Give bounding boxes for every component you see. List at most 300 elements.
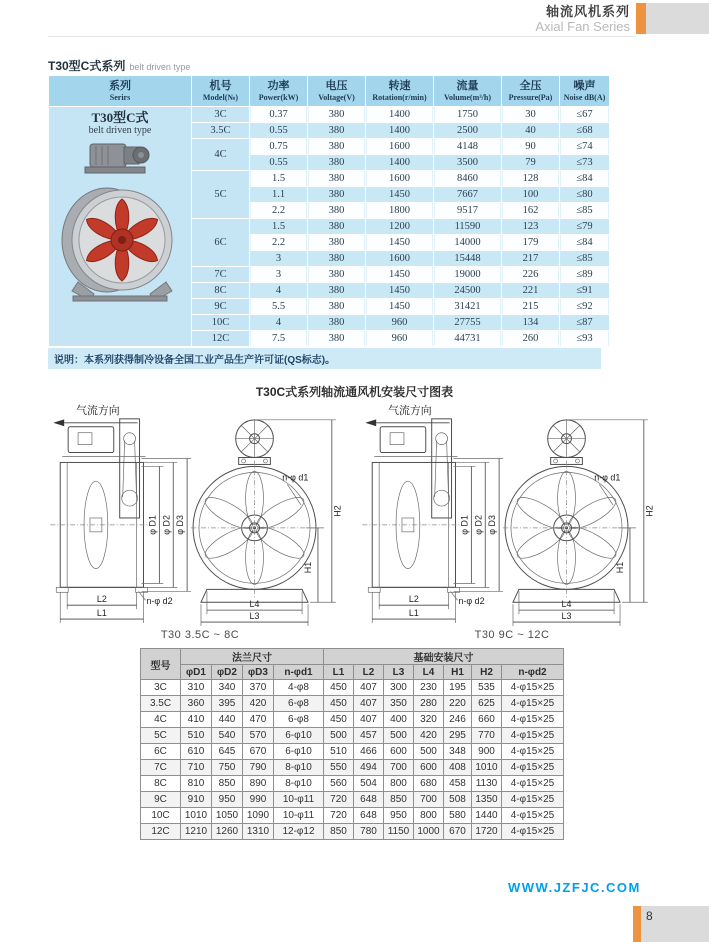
dim-value-cell: 680 xyxy=(414,776,444,792)
dim-label-d1: φ D1 xyxy=(147,515,158,535)
dim-label-h2: H2 xyxy=(332,505,343,517)
spec-value-cell: 162 xyxy=(502,203,559,218)
diagram-caption: T30 9C ~ 12C xyxy=(474,629,550,641)
dim-value-cell: 6-φ10 xyxy=(274,728,324,744)
spec-value-cell: ≤92 xyxy=(560,299,609,314)
dim-value-cell: 600 xyxy=(414,760,444,776)
dim-value-cell: 625 xyxy=(472,696,502,712)
dim-value-cell: 10-φ11 xyxy=(274,792,324,808)
dim-value-cell: 500 xyxy=(414,744,444,760)
page-header xyxy=(535,4,630,34)
spec-value-cell: 380 xyxy=(308,299,365,314)
dim-value-cell: 6-φ8 xyxy=(274,712,324,728)
installation-diagrams xyxy=(46,401,668,641)
spec-header-row xyxy=(49,76,609,106)
spec-value-cell: 380 xyxy=(308,251,365,266)
dim-row xyxy=(141,712,564,728)
dim-label-l1: L1 xyxy=(408,608,419,619)
dim-value-cell: 246 xyxy=(444,712,472,728)
website-link[interactable]: WWW.JZFJC.COM xyxy=(508,880,641,895)
dim-value-cell: 310 xyxy=(181,680,212,696)
spec-value-cell: 380 xyxy=(308,107,365,122)
dim-value-cell: 648 xyxy=(354,792,384,808)
dimension-table xyxy=(140,648,564,840)
dim-value-cell: 700 xyxy=(384,760,414,776)
spec-value-cell: 100 xyxy=(502,187,559,202)
dim-value-cell: 8-φ10 xyxy=(274,760,324,776)
dim-row xyxy=(141,728,564,744)
spec-value-cell: 44731 xyxy=(434,331,501,346)
dim-label-l2: L2 xyxy=(96,594,107,605)
dim-value-cell: 407 xyxy=(354,680,384,696)
col-header-rotation: 转速 Rotation(r/min) xyxy=(366,76,433,106)
dim-value-cell: 280 xyxy=(414,696,444,712)
dim-value-cell: 6C xyxy=(141,744,181,760)
dim-label-d2: φ D2 xyxy=(473,515,484,535)
spec-model-cell: 3.5C xyxy=(192,123,249,138)
spec-value-cell: 217 xyxy=(502,251,559,266)
spec-table-title xyxy=(48,58,601,75)
spec-value-cell: 1450 xyxy=(366,235,433,250)
product-series-sublabel: belt driven type xyxy=(88,125,152,136)
dim-value-cell: 800 xyxy=(414,808,444,824)
spec-table-title-cn: T30型C式系列 xyxy=(48,59,126,73)
spec-value-cell: 380 xyxy=(308,219,365,234)
col-header-volume: 流量 Volume(m³/h) xyxy=(434,76,501,106)
dim-col-d2: φD2 xyxy=(212,665,243,680)
dim-col-h1: H1 xyxy=(444,665,472,680)
dim-value-cell: 510 xyxy=(324,744,354,760)
spec-value-cell: 11590 xyxy=(434,219,501,234)
spec-value-cell: 380 xyxy=(308,171,365,186)
dim-value-cell: 4C xyxy=(141,712,181,728)
spec-value-cell: ≤93 xyxy=(560,331,609,346)
dim-value-cell: 8-φ10 xyxy=(274,776,324,792)
spec-value-cell: 0.75 xyxy=(250,139,307,154)
dim-value-cell: 850 xyxy=(384,792,414,808)
dim-value-cell: 407 xyxy=(354,696,384,712)
dim-value-cell: 500 xyxy=(324,728,354,744)
spec-value-cell: 179 xyxy=(502,235,559,250)
spec-value-cell: 1750 xyxy=(434,107,501,122)
spec-value-cell: ≤74 xyxy=(560,139,609,154)
spec-value-cell: 134 xyxy=(502,315,559,330)
spec-value-cell: 7.5 xyxy=(250,331,307,346)
dim-value-cell: 580 xyxy=(444,808,472,824)
col-header-noise: 噪声 Noise dB(A) xyxy=(560,76,609,106)
dim-value-cell: 348 xyxy=(444,744,472,760)
spec-value-cell: 1600 xyxy=(366,171,433,186)
spec-value-cell: ≤80 xyxy=(560,187,609,202)
dim-value-cell: 295 xyxy=(444,728,472,744)
spec-value-cell: ≤84 xyxy=(560,171,609,186)
spec-value-cell: 4148 xyxy=(434,139,501,154)
dim-col-d3: φD3 xyxy=(243,665,274,680)
spec-value-cell: 1400 xyxy=(366,107,433,122)
dim-value-cell: 950 xyxy=(384,808,414,824)
dim-value-cell: 4-φ15×25 xyxy=(502,680,564,696)
spec-value-cell: 380 xyxy=(308,187,365,202)
fan-product-image xyxy=(61,136,179,314)
dim-value-cell: 450 xyxy=(324,680,354,696)
dim-value-cell: 990 xyxy=(243,792,274,808)
dim-value-cell: 410 xyxy=(181,712,212,728)
spec-table-section xyxy=(48,58,606,369)
diagram-large-models xyxy=(358,401,666,641)
spec-value-cell: 380 xyxy=(308,139,365,154)
fan-installation-drawing xyxy=(358,401,666,627)
dim-value-cell: 3.5C xyxy=(141,696,181,712)
dim-value-cell: 320 xyxy=(414,712,444,728)
spec-model-cell: 12C xyxy=(192,331,249,346)
spec-value-cell: 1400 xyxy=(366,123,433,138)
dim-label-nd2: n-φ d2 xyxy=(458,596,485,607)
dim-value-cell: 510 xyxy=(181,728,212,744)
dim-label-nd1: n-φ d1 xyxy=(282,472,309,483)
spec-value-cell: ≤85 xyxy=(560,251,609,266)
dim-col-d1: φD1 xyxy=(181,665,212,680)
dim-label-h1: H1 xyxy=(615,561,626,574)
dim-value-cell: 6-φ10 xyxy=(274,744,324,760)
dim-value-cell: 470 xyxy=(243,712,274,728)
install-section-title: T30C式系列轴流通风机安装尺寸图表 xyxy=(255,385,454,399)
spec-value-cell: ≤91 xyxy=(560,283,609,298)
dim-row xyxy=(141,792,564,808)
dim-value-cell: 350 xyxy=(384,696,414,712)
dim-value-cell: 360 xyxy=(181,696,212,712)
dim-value-cell: 508 xyxy=(444,792,472,808)
dim-value-cell: 710 xyxy=(181,760,212,776)
dim-value-cell: 10-φ11 xyxy=(274,808,324,824)
spec-value-cell: 1450 xyxy=(366,267,433,282)
dim-col-l2: L2 xyxy=(354,665,384,680)
dim-label-l4: L4 xyxy=(249,599,260,610)
spec-value-cell: 1450 xyxy=(366,299,433,314)
spec-value-cell: 380 xyxy=(308,203,365,218)
dim-value-cell: 440 xyxy=(212,712,243,728)
spec-value-cell: ≤84 xyxy=(560,235,609,250)
spec-model-cell: 10C xyxy=(192,315,249,330)
airflow-direction-label: 气流方向 xyxy=(388,404,432,417)
dim-col-model: 型号 xyxy=(141,649,181,680)
spec-value-cell: ≤89 xyxy=(560,267,609,282)
dim-value-cell: 4-φ15×25 xyxy=(502,696,564,712)
series-photo-cell xyxy=(49,107,191,346)
dim-col-l4: L4 xyxy=(414,665,444,680)
spec-value-cell: 0.55 xyxy=(250,155,307,170)
spec-value-cell: 90 xyxy=(502,139,559,154)
spec-value-cell: 2.2 xyxy=(250,235,307,250)
dim-value-cell: 457 xyxy=(354,728,384,744)
dim-label-d1: φ D1 xyxy=(459,515,470,535)
spec-model-cell: 6C xyxy=(192,219,249,266)
spec-value-cell: 215 xyxy=(502,299,559,314)
dim-value-cell: 1440 xyxy=(472,808,502,824)
product-photo-cell xyxy=(49,107,191,317)
spec-value-cell: 30 xyxy=(502,107,559,122)
dim-value-cell: 3C xyxy=(141,680,181,696)
dim-value-cell: 230 xyxy=(414,680,444,696)
spec-value-cell: 1200 xyxy=(366,219,433,234)
header-divider xyxy=(48,36,636,37)
dim-col-h2: H2 xyxy=(472,665,502,680)
spec-value-cell: 1450 xyxy=(366,187,433,202)
dim-col-l1: L1 xyxy=(324,665,354,680)
dim-value-cell: 570 xyxy=(243,728,274,744)
dim-value-cell: 420 xyxy=(414,728,444,744)
dim-label-d3: φ D3 xyxy=(487,515,498,535)
dim-value-cell: 4-φ15×25 xyxy=(502,776,564,792)
dim-row xyxy=(141,808,564,824)
dim-label-l4: L4 xyxy=(561,599,572,610)
airflow-arrow-icon xyxy=(53,419,64,426)
dim-value-cell: 790 xyxy=(243,760,274,776)
dim-value-cell: 810 xyxy=(181,776,212,792)
dim-value-cell: 5C xyxy=(141,728,181,744)
col-header-pressure: 全压 Pressure(Pa) xyxy=(502,76,559,106)
dim-value-cell: 4-φ15×25 xyxy=(502,744,564,760)
spec-value-cell: 0.55 xyxy=(250,123,307,138)
dim-row xyxy=(141,680,564,696)
dim-label-l3: L3 xyxy=(561,611,572,622)
spec-value-cell: 1600 xyxy=(366,139,433,154)
dim-value-cell: 1260 xyxy=(212,824,243,840)
footer-accent-bar xyxy=(633,906,641,942)
dim-value-cell: 504 xyxy=(354,776,384,792)
dim-value-cell: 1210 xyxy=(181,824,212,840)
dim-value-cell: 540 xyxy=(212,728,243,744)
certification-note: 说明：本系列获得制冷设备全国工业产品生产许可证(QS标志)。 xyxy=(48,348,601,369)
spec-model-cell: 7C xyxy=(192,267,249,282)
dim-value-cell: 670 xyxy=(444,824,472,840)
spec-value-cell: 1.5 xyxy=(250,171,307,186)
dim-value-cell: 12C xyxy=(141,824,181,840)
dim-value-cell: 720 xyxy=(324,792,354,808)
spec-model-cell: 4C xyxy=(192,139,249,170)
spec-value-cell: ≤73 xyxy=(560,155,609,170)
spec-value-cell: 9517 xyxy=(434,203,501,218)
dim-label-h2: H2 xyxy=(644,505,655,517)
dim-value-cell: 7C xyxy=(141,760,181,776)
dim-value-cell: 195 xyxy=(444,680,472,696)
dim-value-cell: 6-φ8 xyxy=(274,696,324,712)
spec-value-cell: 2500 xyxy=(434,123,501,138)
dim-value-cell: 660 xyxy=(472,712,502,728)
page-number: 8 xyxy=(646,909,653,923)
spec-model-cell: 3C xyxy=(192,107,249,122)
page-number-box xyxy=(641,906,709,942)
dim-value-cell: 4-φ15×25 xyxy=(502,760,564,776)
spec-value-cell: 380 xyxy=(308,123,365,138)
dim-value-cell: 850 xyxy=(212,776,243,792)
dim-header-row-subs xyxy=(141,665,564,680)
dim-value-cell: 1150 xyxy=(384,824,414,840)
spec-value-cell: 380 xyxy=(308,155,365,170)
dim-value-cell: 220 xyxy=(444,696,472,712)
spec-model-cell: 9C xyxy=(192,299,249,314)
col-header-series: 系列 Serirs xyxy=(49,76,191,106)
dim-col-nd1: n-φd1 xyxy=(274,665,324,680)
dim-label-l2: L2 xyxy=(408,594,419,605)
dim-value-cell: 420 xyxy=(243,696,274,712)
dim-value-cell: 8C xyxy=(141,776,181,792)
spec-value-cell: 380 xyxy=(308,283,365,298)
spec-value-cell: 40 xyxy=(502,123,559,138)
dim-value-cell: 466 xyxy=(354,744,384,760)
header-gray-panel xyxy=(646,3,709,34)
dim-label-l3: L3 xyxy=(249,611,260,622)
dim-value-cell: 910 xyxy=(181,792,212,808)
spec-value-cell: 3500 xyxy=(434,155,501,170)
spec-value-cell: 1800 xyxy=(366,203,433,218)
spec-value-cell: 1450 xyxy=(366,283,433,298)
spec-table xyxy=(48,75,610,347)
dim-value-cell: 494 xyxy=(354,760,384,776)
spec-value-cell: 1.5 xyxy=(250,219,307,234)
dim-value-cell: 645 xyxy=(212,744,243,760)
spec-value-cell: 4 xyxy=(250,283,307,298)
dim-value-cell: 950 xyxy=(212,792,243,808)
spec-value-cell: 14000 xyxy=(434,235,501,250)
spec-model-cell: 5C xyxy=(192,171,249,218)
spec-value-cell: ≤68 xyxy=(560,123,609,138)
dim-value-cell: 10C xyxy=(141,808,181,824)
spec-value-cell: 1400 xyxy=(366,155,433,170)
spec-value-cell: ≤67 xyxy=(560,107,609,122)
dim-value-cell: 800 xyxy=(384,776,414,792)
spec-value-cell: 19000 xyxy=(434,267,501,282)
diagram-small-models xyxy=(46,401,354,641)
dim-value-cell: 1000 xyxy=(414,824,444,840)
dim-value-cell: 9C xyxy=(141,792,181,808)
spec-value-cell: 380 xyxy=(308,331,365,346)
dim-row xyxy=(141,696,564,712)
spec-value-cell: 960 xyxy=(366,331,433,346)
spec-value-cell: 2.2 xyxy=(250,203,307,218)
spec-value-cell: 4 xyxy=(250,315,307,330)
dim-value-cell: 407 xyxy=(354,712,384,728)
airflow-arrow-icon xyxy=(365,419,376,426)
spec-value-cell: 7667 xyxy=(434,187,501,202)
dimension-table-section xyxy=(140,648,564,840)
dim-value-cell: 450 xyxy=(324,712,354,728)
dim-group-base: 基础安装尺寸 xyxy=(324,649,564,665)
dim-value-cell: 4-φ15×25 xyxy=(502,728,564,744)
col-header-power: 功率 Power(kW) xyxy=(250,76,307,106)
dim-value-cell: 408 xyxy=(444,760,472,776)
dim-value-cell: 450 xyxy=(324,696,354,712)
spec-value-cell: 27755 xyxy=(434,315,501,330)
dim-value-cell: 4-φ15×25 xyxy=(502,712,564,728)
dim-row xyxy=(141,824,564,840)
dim-label-d3: φ D3 xyxy=(175,515,186,535)
page-title-cn: 轴流风机系列 xyxy=(545,4,630,19)
dim-value-cell: 4-φ15×25 xyxy=(502,824,564,840)
dim-group-flange: 法兰尺寸 xyxy=(181,649,324,665)
dim-value-cell: 1350 xyxy=(472,792,502,808)
dim-value-cell: 1090 xyxy=(243,808,274,824)
dim-value-cell: 550 xyxy=(324,760,354,776)
fan-installation-drawing xyxy=(46,401,354,627)
spec-value-cell: 1.1 xyxy=(250,187,307,202)
spec-value-cell: 0.37 xyxy=(250,107,307,122)
dim-value-cell: 770 xyxy=(472,728,502,744)
spec-value-cell: 5.5 xyxy=(250,299,307,314)
dim-value-cell: 560 xyxy=(324,776,354,792)
spec-value-cell: 79 xyxy=(502,155,559,170)
spec-value-cell: 128 xyxy=(502,171,559,186)
airflow-direction-label: 气流方向 xyxy=(76,404,120,417)
dim-value-cell: 890 xyxy=(243,776,274,792)
dim-value-cell: 1010 xyxy=(472,760,502,776)
dim-label-l1: L1 xyxy=(96,608,107,619)
page-title-en: Axial Fan Series xyxy=(535,19,630,34)
dim-col-l3: L3 xyxy=(384,665,414,680)
dim-value-cell: 1050 xyxy=(212,808,243,824)
spec-value-cell: 221 xyxy=(502,283,559,298)
dim-value-cell: 300 xyxy=(384,680,414,696)
dim-value-cell: 648 xyxy=(354,808,384,824)
diagram-caption: T30 3.5C ~ 8C xyxy=(160,629,240,641)
dim-col-nd2: n-φd2 xyxy=(502,665,564,680)
spec-value-cell: 380 xyxy=(308,315,365,330)
dim-value-cell: 610 xyxy=(181,744,212,760)
spec-table-title-en: belt driven type xyxy=(129,62,191,72)
dim-value-cell: 750 xyxy=(212,760,243,776)
header-accent-bar xyxy=(636,3,646,34)
dim-value-cell: 1130 xyxy=(472,776,502,792)
col-header-voltage: 电压 Voltage(V) xyxy=(308,76,365,106)
dim-label-h1: H1 xyxy=(303,561,314,574)
dim-label-d2: φ D2 xyxy=(161,515,172,535)
dim-value-cell: 700 xyxy=(414,792,444,808)
spec-value-cell: ≤79 xyxy=(560,219,609,234)
dim-value-cell: 535 xyxy=(472,680,502,696)
col-header-model: 机号 Model(№) xyxy=(192,76,249,106)
spec-value-cell: ≤87 xyxy=(560,315,609,330)
spec-row xyxy=(49,107,609,122)
product-series-label: T30型C式 xyxy=(91,110,149,125)
dim-value-cell: 500 xyxy=(384,728,414,744)
dim-value-cell: 600 xyxy=(384,744,414,760)
spec-value-cell: 380 xyxy=(308,267,365,282)
dim-value-cell: 4-φ15×25 xyxy=(502,808,564,824)
dim-label-nd2: n-φ d2 xyxy=(146,596,173,607)
dim-value-cell: 340 xyxy=(212,680,243,696)
spec-model-cell: 8C xyxy=(192,283,249,298)
spec-value-cell: 123 xyxy=(502,219,559,234)
spec-value-cell: 960 xyxy=(366,315,433,330)
spec-value-cell: 380 xyxy=(308,235,365,250)
dim-value-cell: 780 xyxy=(354,824,384,840)
dim-value-cell: 400 xyxy=(384,712,414,728)
dim-value-cell: 458 xyxy=(444,776,472,792)
spec-value-cell: 31421 xyxy=(434,299,501,314)
spec-value-cell: 3 xyxy=(250,267,307,282)
dim-value-cell: 4-φ15×25 xyxy=(502,792,564,808)
spec-value-cell: 260 xyxy=(502,331,559,346)
spec-value-cell: 3 xyxy=(250,251,307,266)
dim-value-cell: 1310 xyxy=(243,824,274,840)
spec-value-cell: 1600 xyxy=(366,251,433,266)
dim-value-cell: 1720 xyxy=(472,824,502,840)
dim-value-cell: 4-φ8 xyxy=(274,680,324,696)
dim-value-cell: 395 xyxy=(212,696,243,712)
spec-value-cell: 24500 xyxy=(434,283,501,298)
dim-row xyxy=(141,760,564,776)
spec-value-cell: 15448 xyxy=(434,251,501,266)
dim-value-cell: 1010 xyxy=(181,808,212,824)
